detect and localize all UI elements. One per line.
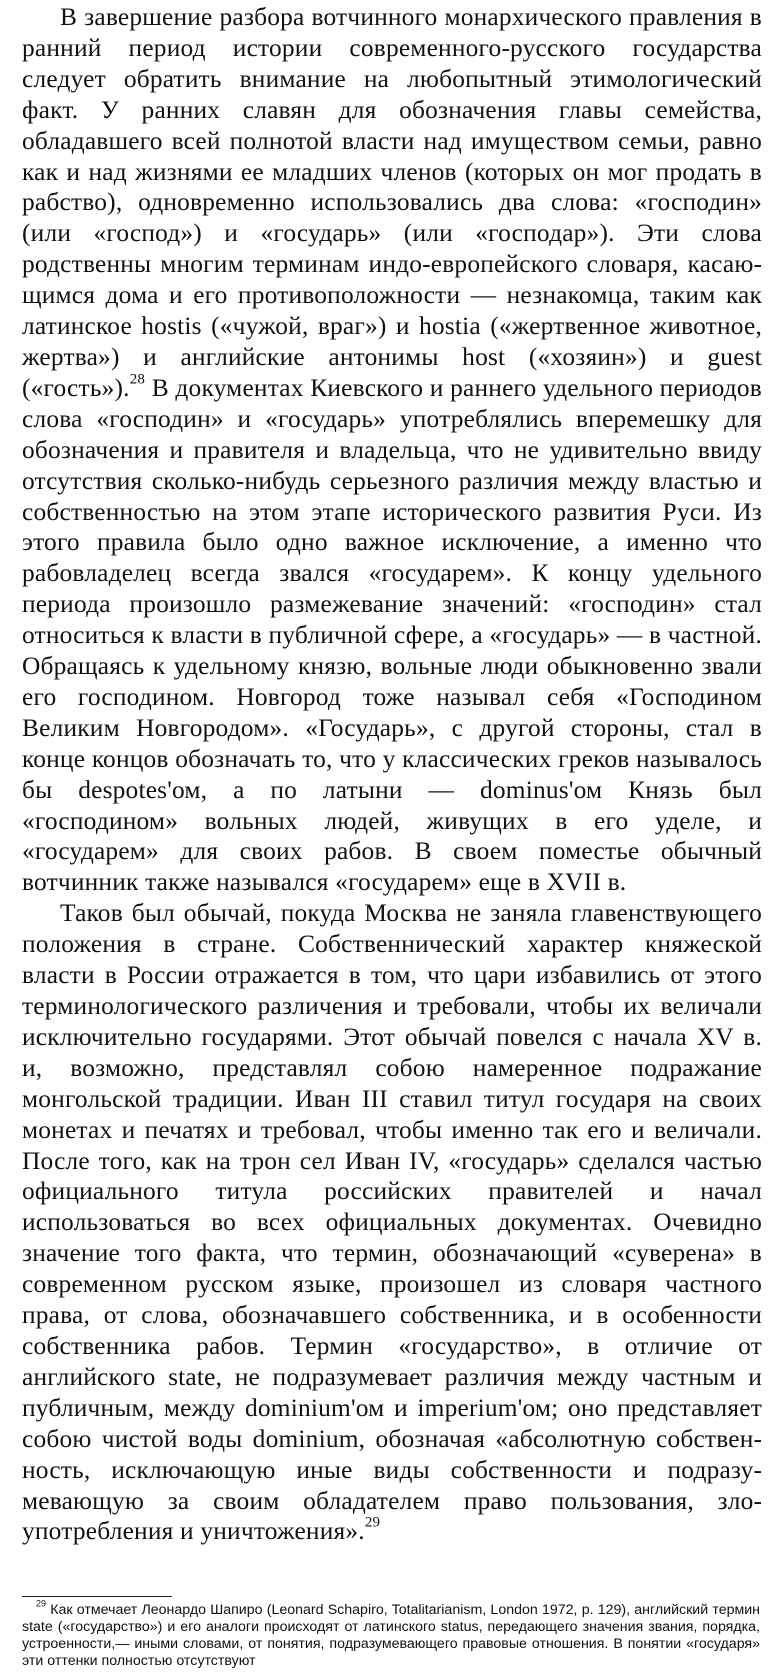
- paragraph-1-text-continued: В документах Киевского и раннего удельного периодов слова «господин» и «государь» употреблялись вперемешку для обозначения и правителя и владельца, что не удивительно ввиду отсутствия сколько-нибудь серьезного различия между властью и собственностью на этом этапе исторического развития Руси. Из этого правила было одно важное исключение, а именно что рабовладелец всегда звался «государем». К концу удельного периода произошло размежевание значений: «господин» стал относиться к власти в публичной сфере, а «государь» — в частной. Обращаясь к удельному князю, вольные люди обыкновенно звали его господином. Новгород тоже называл себя «Господином Великим Новгородом». «Государь», с другой стороны, стал в конце концов обозначать то, что у классических греков называлось бы despotes'ом, а по латыни — dominus'ом Князь был «господином» вольных людей, живущих в его уделе, и «государем» для своих рабов. В своем поместье обычный вотчинник также назывался «государем» еще в XVII в.: [22, 373, 763, 897]
- paragraph-2: [22, 898, 762, 1547]
- paragraph-2-text: Таков был обычай, покуда Москва не заняла главенствующего положения в стране. Собственнический характер княжеской власти в России отражается в том, что цари избавились от этого терминологического различения и требовали, чтобы их величали исключительно государями. Этот обычай повелся с начала XV в. и, возможно, представлял собою намеренное подражание монгольской традиции. Иван III ставил титул государя на своих монетах и печатях и требовал, чтобы именно так его и величали. После того, как на трон сел Иван IV, «государь» сделался частью официального титула российских правителей и начал использоваться во всех официальных документах. Очевидно значение того факта, что термин, обозначающий «суверена» в современном русском языке, произошел из словаря частного права, от слова, обозначавшего собственника, и в особенности собственника рабов. Термин «государство», в отличие от английского state, не подразумевает различия между частным и публичным, между dominium'ом и imperium'ом; оно представляет собою чистой воды dominium, обозначая «абсолютную собственность, исключающую иные виды собственности и подразумевающую за своим обладателем право пользования, злоупотребления и уничтожения».: [22, 899, 762, 1546]
- footnote-number: 29: [36, 1598, 47, 1609]
- footnote-divider: [22, 1596, 172, 1597]
- paragraph-1-text: В завершение разбора вотчинного монархического правления в ранний период истории современного-русского государства следует обратить внимание на любопытный этимологический факт. У ранних славян для обозначения главы семейства, обладавшего всей полнотой власти над имуществом семьи, равно как и над жизнями ее младших членов (которых он мог продать в рабство), одновременно использовались два слова: «господин» (или «господ») и «государь» (или «господар»). Эти слова родственны многим терминам индо-европейского словаря, касающимся дома и его противоположности — незнакомца, таким как латинское hostis («чужой, враг») и hostia («жертвенное животное, жертва») и английские антонимы host («хозяин») и guest («гость»).: [22, 3, 762, 402]
- footnote-ref-29[interactable]: 29: [364, 1514, 381, 1531]
- footnote-text: Как отмечает Леонардо Шапиро (Leonard Schapiro, Totalitarianism, London 1972, p. 129), английский термин state («государство») и его аналоги происходят от латинского status, передающего значения звания, порядка, устроенности,— иными словами, от понятия, подразумевающего правовые отношения. В понятии «государя» эти оттенки полностью отсутствуют: [22, 1602, 760, 1669]
- page-body: [22, 0, 762, 1547]
- paragraph-1: [22, 2, 762, 898]
- footnote-29: [22, 1598, 760, 1670]
- footnote-ref-28[interactable]: 28: [129, 371, 146, 388]
